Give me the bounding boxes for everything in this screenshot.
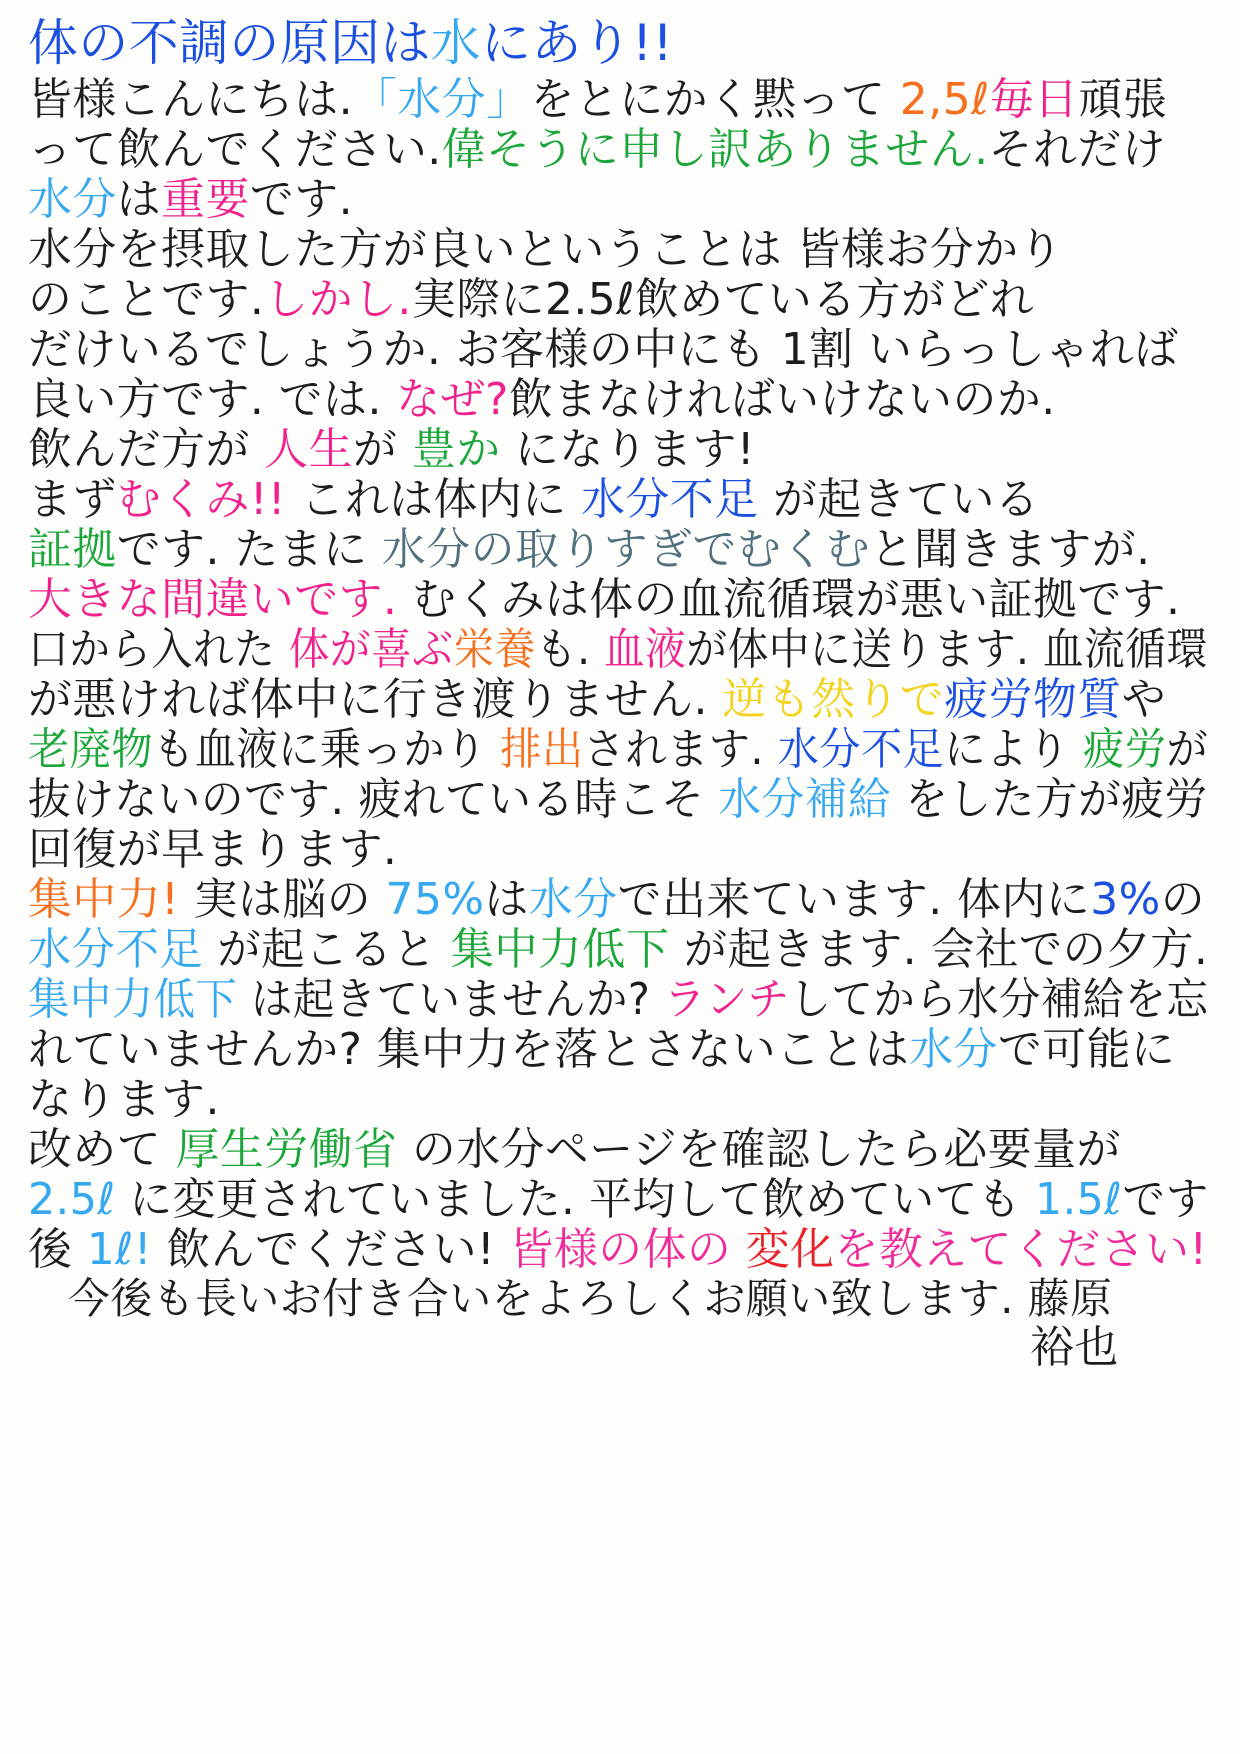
letter-text-segment: に変更されていました. 平均して飲めていても bbox=[115, 1174, 1035, 1225]
letter-text-segment: のことです. bbox=[28, 274, 265, 325]
handwritten-letter-body bbox=[18, 10, 1222, 1376]
letter-text-segment: 集中力! bbox=[28, 874, 180, 925]
letter-text-segment: 実は脳の bbox=[179, 874, 386, 925]
letter-text-segment: をした方が疲労 bbox=[891, 774, 1208, 825]
letter-text-segment: 「水分」 bbox=[353, 74, 531, 125]
letter-text-segment: なぜ? bbox=[396, 374, 509, 425]
letter-line bbox=[28, 74, 1208, 125]
letter-line bbox=[28, 1174, 1209, 1225]
letter-text-segment: 偉そうに申し訳ありません. bbox=[441, 124, 989, 175]
letter-text-segment: しかし. bbox=[264, 274, 412, 325]
letter-line bbox=[28, 374, 1208, 425]
letter-text-segment: 毎日 bbox=[989, 74, 1079, 125]
letter-line bbox=[28, 174, 1208, 225]
letter-line bbox=[28, 824, 1208, 875]
letter-text-segment: が体中に送ります. 血流循環 bbox=[686, 624, 1208, 675]
letter-text-segment: 藤原 bbox=[1027, 1274, 1113, 1323]
letter-text-segment: 人生 bbox=[264, 424, 354, 475]
letter-text-segment: は起きていませんか? bbox=[237, 974, 664, 1025]
letter-text-segment: 水分の取りすぎでむくむ bbox=[381, 524, 870, 575]
letter-text-segment: 変化 bbox=[745, 1224, 835, 1275]
letter-line bbox=[28, 224, 1208, 275]
letter-text-segment: 血液 bbox=[603, 624, 687, 675]
letter-text-segment: 体の不調の原因は bbox=[28, 14, 431, 72]
letter-text-segment: 75% bbox=[385, 874, 485, 925]
letter-text-segment: を教えてください! bbox=[834, 1224, 1208, 1275]
letter-text-segment: 水分不足 bbox=[28, 924, 204, 975]
letter-text-segment: が悪ければ体中に行き渡りません. bbox=[28, 674, 723, 725]
letter-text-segment: されます. bbox=[583, 724, 778, 775]
letter-text-segment: まず bbox=[28, 474, 117, 525]
letter-text-segment: 抜けないのです. 疲れている時こそ bbox=[28, 774, 719, 825]
letter-text-segment: これは体内に bbox=[286, 474, 582, 525]
letter-line bbox=[28, 524, 1208, 575]
letter-text-segment: も血液に乗っかり bbox=[153, 724, 501, 775]
letter-text-segment: が起こると bbox=[203, 924, 451, 975]
letter-text-segment: 1.5ℓ bbox=[1034, 1174, 1123, 1225]
letter-text-segment: してから水分補給を忘 bbox=[789, 974, 1209, 1025]
letter-text-segment: だけいるでしょうか. お客様の中にも 1割 いらっしゃれば bbox=[28, 324, 1179, 375]
letter-text-segment: って飲んでください. bbox=[28, 124, 442, 175]
letter-text-segment: や bbox=[1121, 674, 1167, 725]
letter-line bbox=[28, 424, 1208, 475]
letter-text-segment: 水分 bbox=[528, 874, 618, 925]
letter-text-segment: 栄養 bbox=[453, 624, 536, 675]
letter-line bbox=[28, 1224, 1208, 1275]
letter-text-segment: 水 bbox=[430, 14, 482, 72]
letter-text-segment: が起きます. 会社での夕方. bbox=[669, 924, 1209, 975]
letter-line bbox=[28, 1024, 1208, 1075]
letter-text-segment: 飲んでください! bbox=[151, 1224, 510, 1275]
letter-text-segment: 3% bbox=[1090, 874, 1161, 925]
letter-text-segment: 裕也 bbox=[1029, 1322, 1119, 1373]
letter-text-segment: により bbox=[944, 724, 1084, 775]
letter-text-segment: 逆も然りで bbox=[722, 674, 945, 725]
letter-line bbox=[28, 674, 1208, 725]
letter-text-segment: 水分不足 bbox=[581, 474, 759, 525]
letter-text-segment: をとにかく黙って bbox=[530, 74, 900, 125]
letter-line bbox=[28, 1322, 1208, 1373]
letter-text-segment: 皆様の体の bbox=[509, 1224, 746, 1275]
letter-text-segment: で出来ています. 体内に bbox=[617, 874, 1091, 925]
letter-text-segment: の bbox=[1160, 874, 1206, 925]
letter-text-segment: 改めて bbox=[28, 1124, 176, 1175]
letter-text-segment: 2,5ℓ bbox=[899, 74, 990, 125]
letter-text-segment: 飲んだ方が bbox=[28, 424, 265, 475]
letter-text-segment: 水分 bbox=[909, 1024, 998, 1075]
letter-text-segment: も. bbox=[535, 624, 604, 675]
letter-line bbox=[28, 474, 1208, 525]
letter-line bbox=[28, 574, 1208, 625]
letter-text-segment: が bbox=[1166, 724, 1209, 775]
letter-text-segment: 排出 bbox=[500, 724, 584, 775]
letter-line bbox=[28, 624, 1208, 675]
letter-text-segment: です. bbox=[249, 174, 354, 225]
letter-line bbox=[28, 14, 1208, 72]
letter-text-segment: が起きている bbox=[758, 474, 1040, 525]
letter-text-segment: それだけ bbox=[988, 124, 1167, 175]
letter-text-segment: 集中力低下 bbox=[450, 924, 670, 975]
letter-text-segment: なります. bbox=[28, 1074, 220, 1125]
letter-text-segment: 水分 bbox=[28, 174, 117, 225]
letter-line bbox=[28, 124, 1208, 175]
letter-text-segment: 口から入れた bbox=[28, 624, 289, 675]
letter-text-segment: 集中力低下 bbox=[28, 974, 238, 1025]
letter-line bbox=[28, 1074, 1208, 1125]
letter-text-segment: 飲まなければいけないのか. bbox=[508, 374, 1056, 425]
letter-text-segment: です bbox=[1122, 1174, 1209, 1225]
letter-text-segment: 水分不足 bbox=[777, 724, 945, 775]
letter-text-segment: 後 bbox=[28, 1224, 87, 1275]
letter-line bbox=[28, 774, 1208, 825]
letter-text-segment: になります! bbox=[500, 424, 755, 475]
letter-text-segment: むくみは体の血流循環が悪い証拠です. bbox=[397, 574, 1181, 625]
letter-text-segment: 回復が早まります. bbox=[28, 824, 398, 875]
letter-line bbox=[28, 724, 1209, 775]
letter-text-segment: 2.5ℓ bbox=[28, 1174, 116, 1225]
letter-text-segment: 1ℓ! bbox=[86, 1224, 152, 1275]
letter-text-segment: です. たまに bbox=[116, 524, 382, 575]
letter-line bbox=[28, 324, 1208, 375]
letter-text-segment: 水分を摂取した方が良いということは 皆様お分かり bbox=[28, 224, 1063, 275]
letter-text-segment: 今後も長いお付き合いをよろしくお願い致します. bbox=[67, 1274, 1028, 1323]
letter-text-segment: むくみ!! bbox=[116, 474, 287, 525]
letter-text-segment: は bbox=[484, 874, 529, 925]
letter-text-segment: 疲労物質 bbox=[944, 674, 1122, 725]
letter-text-segment: 水分補給 bbox=[718, 774, 892, 825]
letter-text-segment: 体が喜ぶ bbox=[288, 624, 454, 675]
letter-text-segment: 厚生労働省 bbox=[175, 1124, 398, 1175]
letter-text-segment: 老廃物 bbox=[28, 724, 154, 775]
letter-line bbox=[28, 924, 1209, 975]
letter-text-segment: で可能に bbox=[997, 1024, 1176, 1075]
letter-text-segment: が bbox=[353, 424, 412, 475]
letter-line bbox=[28, 974, 1209, 1025]
letter-text-segment: は bbox=[116, 174, 162, 225]
letter-text-segment: れていませんか? 集中力を落とさないことは bbox=[28, 1024, 910, 1075]
letter-line bbox=[28, 874, 1208, 925]
letter-text-segment: 良い方です. では. bbox=[28, 374, 397, 425]
letter-text-segment: ランチ bbox=[663, 974, 790, 1025]
letter-line bbox=[28, 1124, 1208, 1175]
letter-text-segment: と聞きますが. bbox=[869, 524, 1151, 575]
letter-line bbox=[28, 274, 1208, 325]
letter-text-segment: 皆様こんにちは. bbox=[28, 74, 354, 125]
letter-text-segment: 重要 bbox=[161, 174, 250, 225]
letter-text-segment: 証拠 bbox=[28, 524, 117, 575]
letter-text-segment: の水分ページを確認したら必要量が bbox=[397, 1124, 1121, 1175]
letter-line bbox=[28, 1274, 1208, 1323]
letter-text-segment: 実際に2.5ℓ飲めている方がどれ bbox=[411, 274, 1035, 325]
letter-text-segment: 豊か bbox=[411, 424, 501, 475]
letter-text-segment: 疲労 bbox=[1083, 724, 1167, 775]
letter-text-segment: 頑張 bbox=[1078, 74, 1168, 125]
letter-text-segment: にあり!! bbox=[481, 14, 674, 72]
letter-text-segment: 大きな間違いです. bbox=[28, 574, 398, 625]
